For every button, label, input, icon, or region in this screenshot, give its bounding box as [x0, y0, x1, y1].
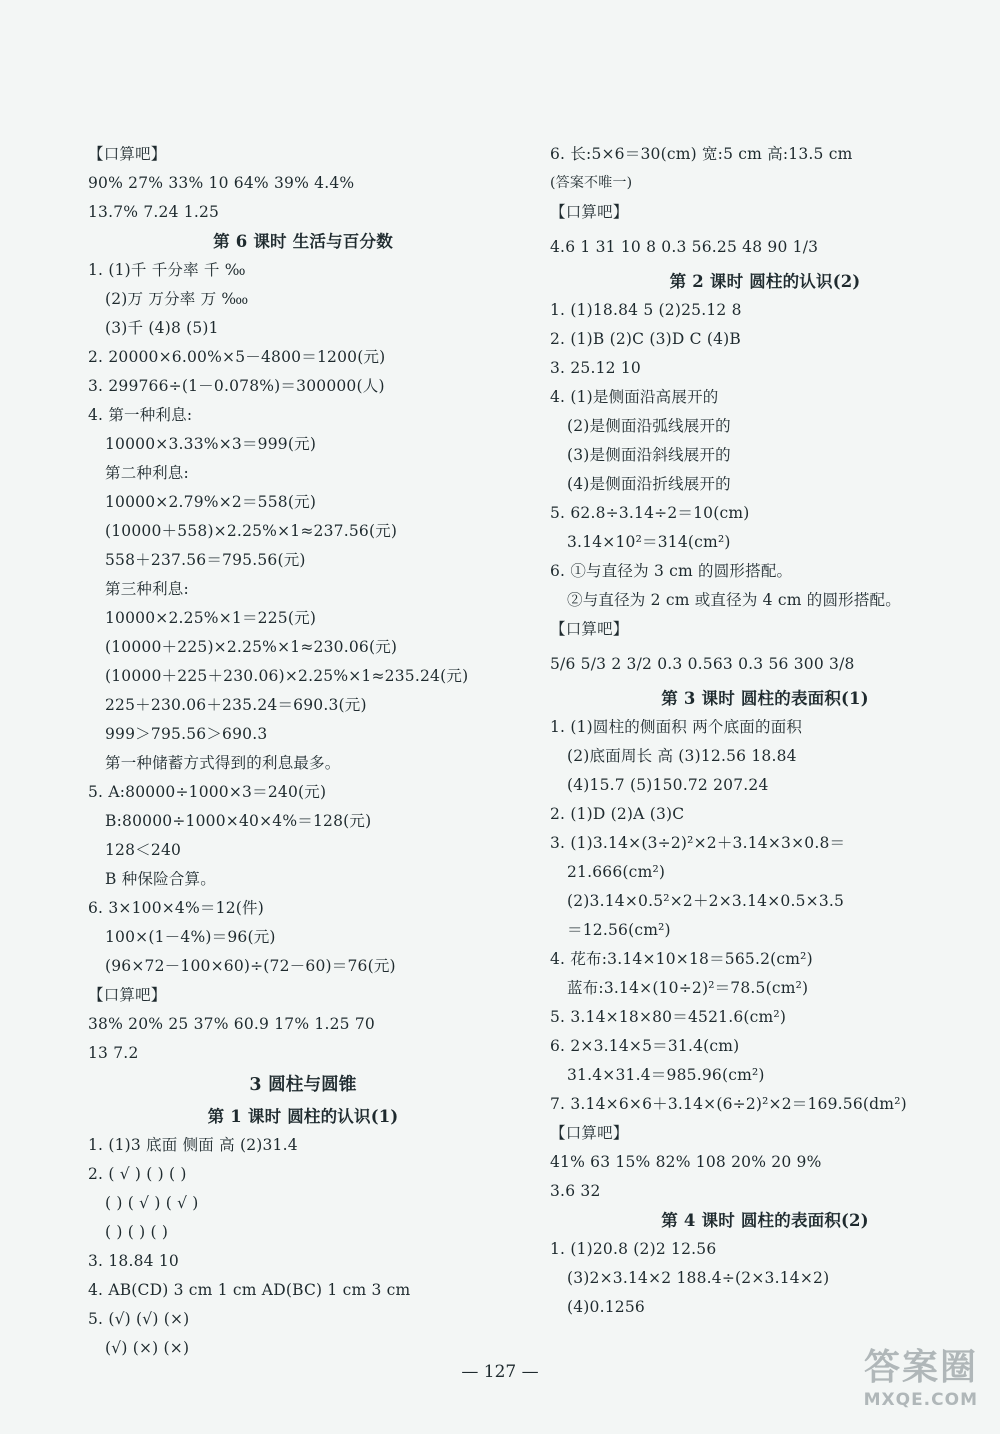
answer-line: ②与直径为 2 cm 或直径为 4 cm 的圆形搭配。 — [567, 591, 901, 609]
answer-line: (2)底面周长 高 (3)12.56 18.84 — [567, 747, 797, 765]
answer-line: (4)是侧面沿折线展开的 — [567, 475, 731, 493]
answer-line: 【口算吧】 — [88, 986, 167, 1004]
answer-line: 31.4×31.4＝985.96(cm²) — [567, 1066, 765, 1084]
answer-line: (3)是侧面沿斜线展开的 — [567, 446, 731, 464]
answer-line: (答案不唯一) — [550, 175, 633, 191]
section-heading: 第 3 课时 圆柱的表面积(1) — [661, 689, 869, 708]
answer-line: 3.14×10²＝314(cm²) — [567, 533, 731, 551]
answer-line: 1. (1)圆柱的侧面积 两个底面的面积 — [550, 718, 803, 736]
answer-line: (2)是侧面沿弧线展开的 — [567, 417, 731, 435]
answer-line: (4)15.7 (5)150.72 207.24 — [567, 776, 769, 794]
answer-line: B 种保险合算。 — [105, 870, 216, 888]
answer-line: 2. ( √ ) ( ) ( ) — [88, 1165, 187, 1183]
answer-line: 2. (1)D (2)A (3)C — [550, 805, 685, 823]
answer-line: (√) (×) (×) — [105, 1339, 190, 1357]
answer-line: (96×72－100×60)÷(72－60)＝76(元) — [105, 957, 396, 975]
answer-line: 21.666(cm²) — [567, 863, 666, 881]
answer-line: (2)3.14×0.5²×2＋2×3.14×0.5×3.5 — [567, 892, 845, 910]
answer-line: 3. (1)3.14×(3÷2)²×2＋3.14×3×0.8＝ — [550, 834, 846, 852]
answer-line: (10000＋558)×2.25%×1≈237.56(元) — [105, 522, 398, 540]
answer-line: 4.6 1 31 10 8 0.3 56.25 48 90 1/3 — [550, 238, 819, 256]
answer-line: (10000＋225＋230.06)×2.25%×1≈235.24(元) — [105, 667, 469, 685]
section-heading: 第 2 课时 圆柱的认识(2) — [669, 272, 861, 291]
answer-line: 2. (1)B (2)C (3)D C (4)B — [550, 330, 741, 348]
answer-line: ( ) ( ) ( ) — [105, 1223, 169, 1241]
answer-line: 4. (1)是侧面沿高展开的 — [550, 388, 719, 406]
answer-line: 5/6 5/3 2 3/2 0.3 0.563 0.3 56 300 3/8 — [550, 655, 855, 673]
answer-line: (3)千 (4)8 (5)1 — [105, 319, 219, 337]
answer-line: 1. (1)20.8 (2)2 12.56 — [550, 1240, 717, 1258]
answer-line: 第二种利息: — [105, 464, 189, 482]
answer-line: 13.7% 7.24 1.25 — [88, 203, 220, 221]
answer-line: 38% 20% 25 37% 60.9 17% 1.25 70 — [88, 1015, 375, 1033]
watermark-logo — [803, 1346, 978, 1426]
answer-line: 【口算吧】 — [550, 620, 629, 638]
answer-line: B:80000÷1000×40×4%＝128(元) — [105, 812, 372, 830]
answer-line: 999＞795.56＞690.3 — [105, 725, 268, 743]
answer-line: 1. (1)18.84 5 (2)25.12 8 — [550, 301, 742, 319]
answer-line: (4)0.1256 — [567, 1298, 645, 1316]
section-heading: 3 圆柱与圆锥 — [249, 1075, 357, 1095]
watermark-sub: MXQE.COM — [863, 1390, 978, 1410]
answer-line: 3.6 32 — [550, 1182, 601, 1200]
page-number: — 127 — — [461, 1362, 539, 1382]
answer-line: 13 7.2 — [88, 1044, 139, 1062]
watermark-main: 答案圈 — [863, 1347, 978, 1388]
answer-line: 6. 长:5×6＝30(cm) 宽:5 cm 高:13.5 cm — [550, 145, 853, 163]
answer-line: (2)万 万分率 万 ‱ — [105, 290, 249, 308]
answer-line: ( ) ( √ ) ( √ ) — [105, 1194, 199, 1212]
answer-line: 90% 27% 33% 10 64% 39% 4.4% — [88, 174, 355, 192]
answer-line: 1. (1)千 千分率 千 ‰ — [88, 261, 246, 279]
answer-line: 5. 3.14×18×80＝4521.6(cm²) — [550, 1008, 787, 1026]
answer-line: 1. (1)3 底面 侧面 高 (2)31.4 — [88, 1136, 298, 1154]
answer-line: 3. 299766÷(1－0.078%)＝300000(人) — [88, 377, 385, 395]
answer-line: 5. (√) (√) (×) — [88, 1310, 190, 1328]
answer-line: 6. ①与直径为 3 cm 的圆形搭配。 — [550, 562, 793, 580]
section-heading: 第 6 课时 生活与百分数 — [213, 232, 393, 251]
answer-line: (3)2×3.14×2 188.4÷(2×3.14×2) — [567, 1269, 830, 1287]
answer-line: 第三种利息: — [105, 580, 189, 598]
answer-line: 4. 花布:3.14×10×18＝565.2(cm²) — [550, 950, 813, 968]
answer-line: 558＋237.56＝795.56(元) — [105, 551, 306, 569]
answer-line: 7. 3.14×6×6＋3.14×(6÷2)²×2＝169.56(dm²) — [550, 1095, 907, 1113]
answer-line: 【口算吧】 — [550, 1124, 629, 1142]
answer-line: ＝12.56(cm²) — [567, 921, 671, 939]
answer-line: 6. 3×100×4%＝12(件) — [88, 899, 264, 917]
section-heading: 第 1 课时 圆柱的认识(1) — [207, 1107, 399, 1126]
answer-line: 5. 62.8÷3.14÷2＝10(cm) — [550, 504, 750, 522]
answer-line: 225＋230.06＋235.24＝690.3(元) — [105, 696, 367, 714]
answer-line: 10000×2.25%×1＝225(元) — [105, 609, 317, 627]
answer-line: 41% 63 15% 82% 108 20% 20 9% — [550, 1153, 822, 1171]
answer-line: 10000×3.33%×3＝999(元) — [105, 435, 317, 453]
answer-line: 3. 18.84 10 — [88, 1252, 179, 1270]
answer-line: 4. AB(CD) 3 cm 1 cm AD(BC) 1 cm 3 cm — [88, 1281, 411, 1299]
answer-line: 【口算吧】 — [88, 145, 167, 163]
right-column — [550, 140, 980, 1322]
answer-line: 3. 25.12 10 — [550, 359, 641, 377]
answer-line: 128＜240 — [105, 841, 182, 859]
answer-line: 10000×2.79%×2＝558(元) — [105, 493, 317, 511]
answer-line: 第一种储蓄方式得到的利息最多。 — [105, 754, 341, 772]
answer-line: 6. 2×3.14×5＝31.4(cm) — [550, 1037, 740, 1055]
answer-line: 4. 第一种利息: — [88, 406, 193, 424]
answer-line: 蓝布:3.14×(10÷2)²＝78.5(cm²) — [567, 979, 809, 997]
section-heading: 第 4 课时 圆柱的表面积(2) — [661, 1211, 869, 1230]
answer-line: 【口算吧】 — [550, 203, 629, 221]
answer-line: (10000＋225)×2.25%×1≈230.06(元) — [105, 638, 398, 656]
answer-line: 100×(1－4%)＝96(元) — [105, 928, 276, 946]
answer-line: 2. 20000×6.00%×5－4800＝1200(元) — [88, 348, 386, 366]
answer-line: 5. A:80000÷1000×3＝240(元) — [88, 783, 327, 801]
left-column — [88, 140, 518, 1363]
